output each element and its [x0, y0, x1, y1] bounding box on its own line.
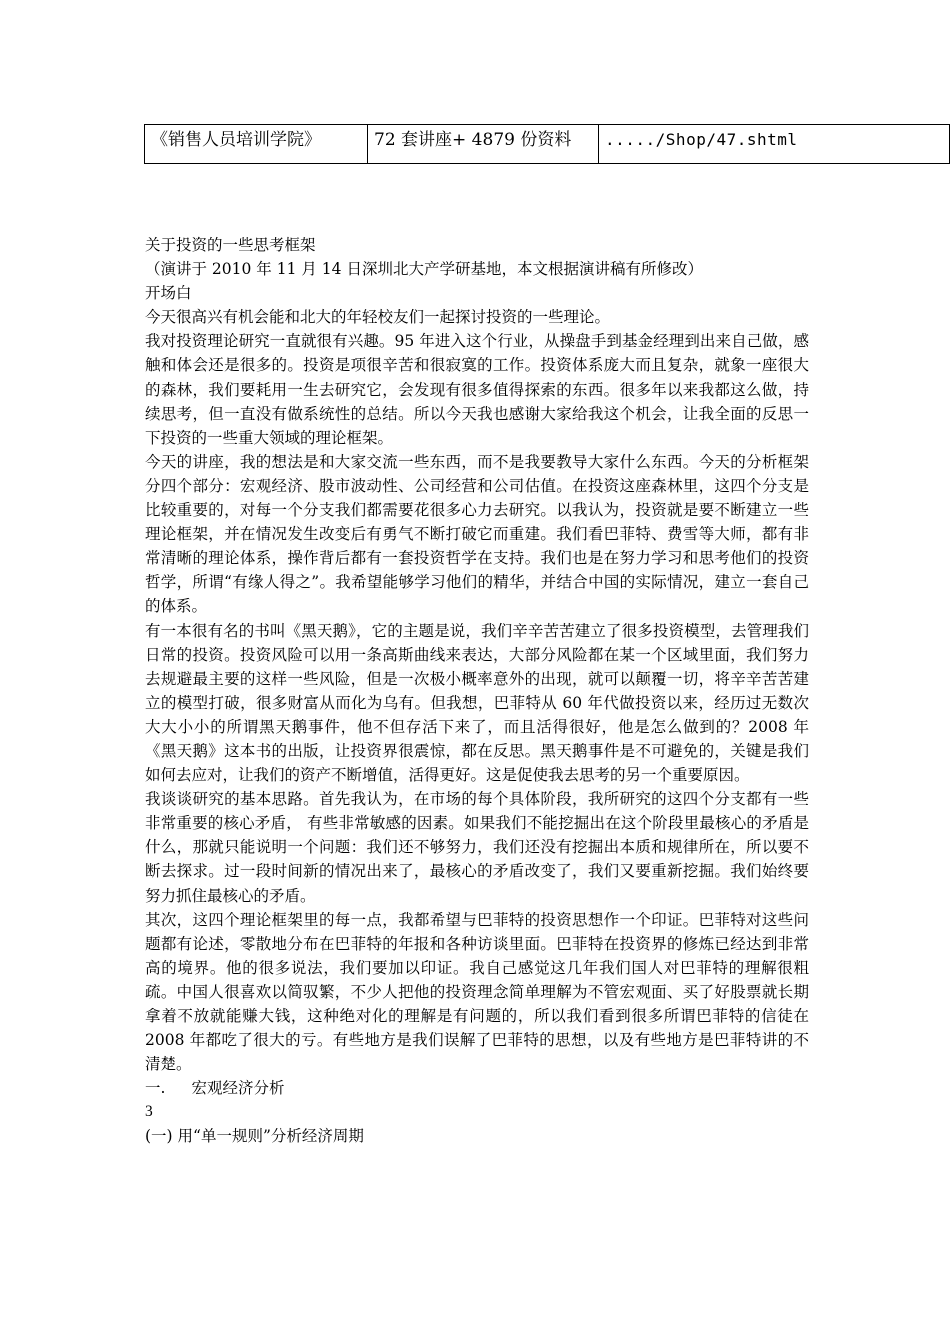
section-number: 一. — [145, 1079, 166, 1098]
paragraph-5: 我谈谈研究的基本思路。首先我认为，在市场的每个具体阶段，我所研究的这四个分支都有一些非常重要的核心矛盾， 有些非常敏感的因素。如果我们不能挖掘出在这个阶段里最核心的矛盾是什么，那就只能说明一个问题：我们还不够努力，我们还没有挖掘出本质和规律所在，所以要不断去探求。过一段时间新的情况出来了，最核心的矛盾改变了，我们又要重新挖掘。我们始终要努力抓住最核心的矛盾。 — [145, 790, 809, 905]
resource-header-table — [144, 124, 950, 164]
page-marker: 3 — [145, 1103, 153, 1121]
subsection-heading: (一) 用“单一规则”分析经济周期 — [145, 1127, 364, 1146]
article-title: 关于投资的一些思考框架 — [145, 236, 316, 254]
paragraph-1: 今天很高兴有机会能和北大的年轻校友们一起探讨投资的一些理论。 — [145, 308, 611, 327]
table-cell-course-count: 72 套讲座+ 4879 份资料 — [368, 125, 599, 164]
paragraph-4: 有一本很有名的书叫《黑天鹅》，它的主题是说，我们辛辛苦苦建立了很多投资模型，去管理我们日常的投资。投资风险可以用一条高斯曲线来表达，大部分风险都在某一个区域里面，我们努力去规避最主要的这样一些风险，但是一次极小概率意外的出现，就可以颠覆一切，将辛辛苦苦建立的模型打破，很多财富从而化为乌有。但我想，巴菲特从 60 年代做投资以来，经历过无数次大大小小的所谓黑天鹅事件，他不但存活下来了，而且活得很好，他是怎么做到的？2008 年《黑天鹅》这本书的出版，让投资界很震惊，都在反思。黑天鹅事件是不可避免的，关键是我们如何去应对，让我们的资产不断增值，活得更好。这是促使我去思考的另一个重要原因。 — [145, 621, 809, 785]
section-heading — [145, 1076, 809, 1100]
table-cell-shop-link[interactable]: ...../Shop/47.shtml — [599, 125, 950, 164]
article-body — [145, 233, 809, 1149]
table-cell-course-name: 《销售人员培训学院》 — [145, 125, 368, 164]
opening-label: 开场白 — [145, 284, 192, 303]
paragraph-3: 今天的讲座，我的想法是和大家交流一些东西，而不是我要教导大家什么东西。今天的分析框架分四个部分：宏观经济、股市波动性、公司经营和公司估值。在投资这座森林里，这四个分支是比较重要的，对每一个分支我们都需要花很多心力去研究。以我认为，投资就是要不断建立一些理论框架，并在情况发生改变后有勇气不断打破它而重建。我们看巴菲特、费雪等大师，都有非常清晰的理论体系，操作背后都有一套投资哲学在支持。我们也是在努力学习和思考他们的投资哲学，所谓“有缘人得之”。我希望能够学习他们的精华，并结合中国的实际情况，建立一套自己的体系。 — [145, 452, 809, 616]
table-row — [145, 125, 950, 164]
article-subtitle: （演讲于 2010 年 11 月 14 日深圳北大产学研基地，本文根据演讲稿有所修改） — [145, 260, 703, 279]
paragraph-6: 其次，这四个理论框架里的每一点，我都希望与巴菲特的投资思想作一个印证。巴菲特对这些问题都有论述，零散地分布在巴菲特的年报和各种访谈里面。巴菲特在投资界的修炼已经达到非常高的境界。他的很多说法，我们要加以印证。我自己感觉这几年我们国人对巴菲特的理解很粗疏。中国人很喜欢以简驭繁，不少人把他的投资理念简单理解为不管宏观面、买了好股票就长期拿着不放就能赚大钱，这种绝对化的理解是有问题的，所以我们看到很多所谓巴菲特的信徒在 2008 年都吃了很大的亏。有些地方是我们误解了巴菲特的思想，以及有些地方是巴菲特讲的不清楚。 — [145, 910, 809, 1074]
section-title: 宏观经济分析 — [191, 1079, 285, 1098]
paragraph-2: 我对投资理论研究一直就很有兴趣。95 年进入这个行业，从操盘手到基金经理到出来自己做，感触和体会还是很多的。投资是项很辛苦和很寂寞的工作。投资体系庞大而且复杂，就象一座很大的森林，我们要耗用一生去研究它，会发现有很多值得探索的东西。很多年以来我都这么做，持续思考，但一直没有做系统性的总结。所以今天我也感谢大家给我这个机会，让我全面的反思一下投资的一些重大领域的理论框架。 — [145, 332, 809, 447]
